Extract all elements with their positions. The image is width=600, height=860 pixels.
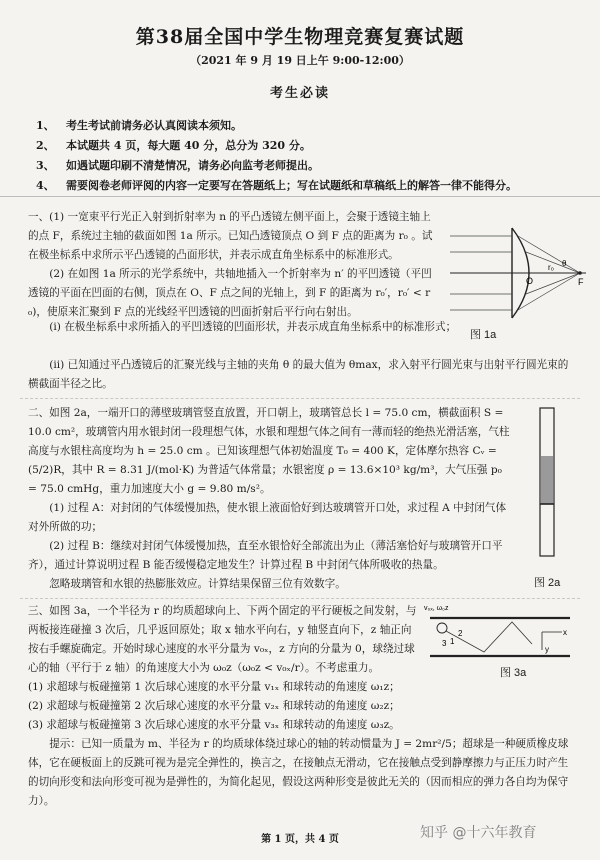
figure-1a-label: 图 1a <box>470 329 497 341</box>
rule-text: 考生考试前请务必认真阅读本须知。 <box>66 119 242 132</box>
rule-item <box>36 176 576 196</box>
q3-hint: 提示：已知一质量为 m、半径为 r 的均质球体绕过球心的轴的转动惯量为 J = 2mr²/5；超球是一种硬质橡皮球体，它在硬板面上的反跳可视为是完全弹性的，换言之，在接触点无滑动，它在接触点受到静摩擦力与正压力时产生的切向形变和法向形变可视为是弹性的，为简化起见，假设这两种形变是彼此无关的（因而相应的弹力各自均为保守力）。 <box>28 738 569 807</box>
fig-label-theta: θ <box>562 259 567 268</box>
divider <box>0 196 600 197</box>
q3-paragraph-3: (2) 求超球与板碰撞第 2 次后球心速度的水平分量 v₂ₓ 和球转动的角速度 ω₂z； <box>28 700 400 712</box>
exam-date: （2021 年 9 月 19 日上午 9:00-12:00） <box>190 54 410 67</box>
q3-paragraph-2: (1) 求超球与板碰撞第 1 次后球心速度的水平分量 v₁ₓ 和球转动的角速度 ω₁z； <box>28 681 400 693</box>
fig-bounce-1: 1 <box>450 637 455 646</box>
divider <box>20 598 580 599</box>
divider <box>20 398 580 399</box>
rule-item <box>36 136 576 156</box>
question-3-part-2 <box>28 678 572 811</box>
rule-number: 2、 <box>36 139 55 152</box>
fig-label-o: O <box>526 276 534 286</box>
fig-axis-y: y <box>545 645 549 654</box>
rule-number: 1、 <box>36 119 55 132</box>
notice-heading: 考生必读 <box>269 86 330 101</box>
rule-text: 如遇试题印刷不清楚情况，请务必向监考老师提出。 <box>66 159 319 172</box>
q1-paragraph-2: (2) 在如图 1a 所示的光学系统中，共轴地插入一个折射率为 n′ 的平凹透镜（平凹透镜的平面在凹面的右侧，顶点在 O、F 点之间的光轴上，到 F 的距离为 r₀′，r₀′ < r₀)，使原来汇聚到 F 点的光线经平凹透镜的凹面折射后平行向右射出。 <box>28 268 432 318</box>
rule-item <box>36 156 576 176</box>
q2-paragraph-1: 二、如图 2a，一端开口的薄壁玻璃管竖直放置，开口朝上，玻璃管总长 l = 75.0 cm，横截面积 S = 10.0 cm²，玻璃管内用水银封闭一段理想气体，水银和理想气体之间有一薄而轻的绝热光滑活塞，气柱高度与水银柱高度均为 h = 25.0 cm 。已知该理想气体初始温度 T₀ = 400 K，定体摩尔热容 Cᵥ = (5/2)R，其中 R = 8.31 J/(mol·K) 为普适气体常量；水银密度 ρ = 13.6×10³ kg/m³，大气压强 p₀ = 75.0 cmHg，重力加速度大小 g = 9.80 m/s²。 <box>28 407 510 495</box>
q3-paragraph-4: (3) 求超球与板碰撞第 3 次后球心速度的水平分量 v₃ₓ 和球转动的角速度 ω₃z。 <box>28 719 400 731</box>
rule-number: 3、 <box>36 159 55 172</box>
watermark: 知乎 @十六年教育 <box>420 825 537 841</box>
exam-title: 第38届全国中学生物理竞赛复赛试题 <box>135 26 465 48</box>
q3-paragraph-1: 三、如图 3a，一个半径为 r 的均质超球向上、下两个固定的平行硬板之间发射，与两板接连碰撞 3 次后，几乎返回原处；取 x 轴水平向右，y 轴竖直向下，z 轴正向按右手螺旋确定。开始时球心速度的水平分量为 v₀ₓ，z 方向的分量为 0，球绕过球心的轴（平行于 z 轴）的角速度大小为 ω₀z（ω₀z < v₀ₓ/r）。不考虑重力。 <box>28 605 417 674</box>
question-3-part-1 <box>28 602 420 678</box>
rule-number: 4、 <box>36 179 55 192</box>
fig-label-initial: v₀ₓ, ω₀z <box>424 605 449 612</box>
fig-label-f: F <box>578 277 584 287</box>
q1-paragraph-1: 一、(1) 一宽束平行光正入射到折射率为 n 的平凸透镜左侧平面上，会聚于透镜主轴上的点 F，系统过主轴的截面如图 1a 所示。已知凸透镜顶点 O 到 F 点的距离为 r₀ 。试在极坐标系中求所示平凸透镜的凸面形状，并表示成直角坐标系中的标准形式。 <box>28 211 433 261</box>
fig-bounce-2: 2 <box>458 629 463 638</box>
rule-text: 需要阅卷老师评阅的内容一定要写在答题纸上；写在试题纸和草稿纸上的解答一律不能得分。 <box>66 179 517 192</box>
tube-diagram-2a <box>528 404 568 560</box>
lens-diagram-1a <box>450 222 590 324</box>
rule-item <box>36 116 576 136</box>
q2-paragraph-4: 忽略玻璃管和水银的热膨胀效应。计算结果保留三位有效数字。 <box>49 578 346 590</box>
q1-paragraph-4: (ii) 已知通过平凸透镜后的汇聚光线与主轴的夹角 θ 的最大值为 θmax，求入射平行圆光束与出射平行圆光束的横截面半径之比。 <box>28 359 569 390</box>
q2-paragraph-3: (2) 过程 B：继续对封闭气体缓慢加热，直至水银恰好全部流出为止（薄活塞恰好与玻璃管开口平齐），通过计算说明过程 B 能否缓慢稳定地发生？计算过程 B 中封闭气体所吸收的热量。 <box>28 540 503 571</box>
fig-axis-x: x <box>563 628 567 637</box>
question-1-part-2 <box>28 318 464 337</box>
question-2 <box>28 404 510 594</box>
fig-bounce-3: 3 <box>442 639 447 648</box>
superball-diagram-3a <box>420 600 580 666</box>
rule-text: 本试题共 4 页，每大题 40 分，总分为 320 分。 <box>66 139 311 152</box>
question-1-part-1 <box>28 208 440 322</box>
fig-label-r0: r₀ <box>548 263 554 272</box>
page-footer: 第 1 页，共 4 页 <box>261 834 339 845</box>
question-1-part-3 <box>28 356 572 394</box>
figure-3a-label: 图 3a <box>500 667 527 679</box>
rules-list <box>36 116 576 196</box>
q1-paragraph-3: (i) 在极坐标系中求所插入的平凹透镜的凹面形状，并表示成直角坐标系中的标准形式； <box>49 321 457 333</box>
q2-paragraph-2: (1) 过程 A：对封闭的气体缓慢加热，使水银上液面恰好到达玻璃管开口处，求过程 A 中封闭气体对外所做的功； <box>28 502 507 533</box>
figure-2a-label: 图 2a <box>534 577 561 589</box>
